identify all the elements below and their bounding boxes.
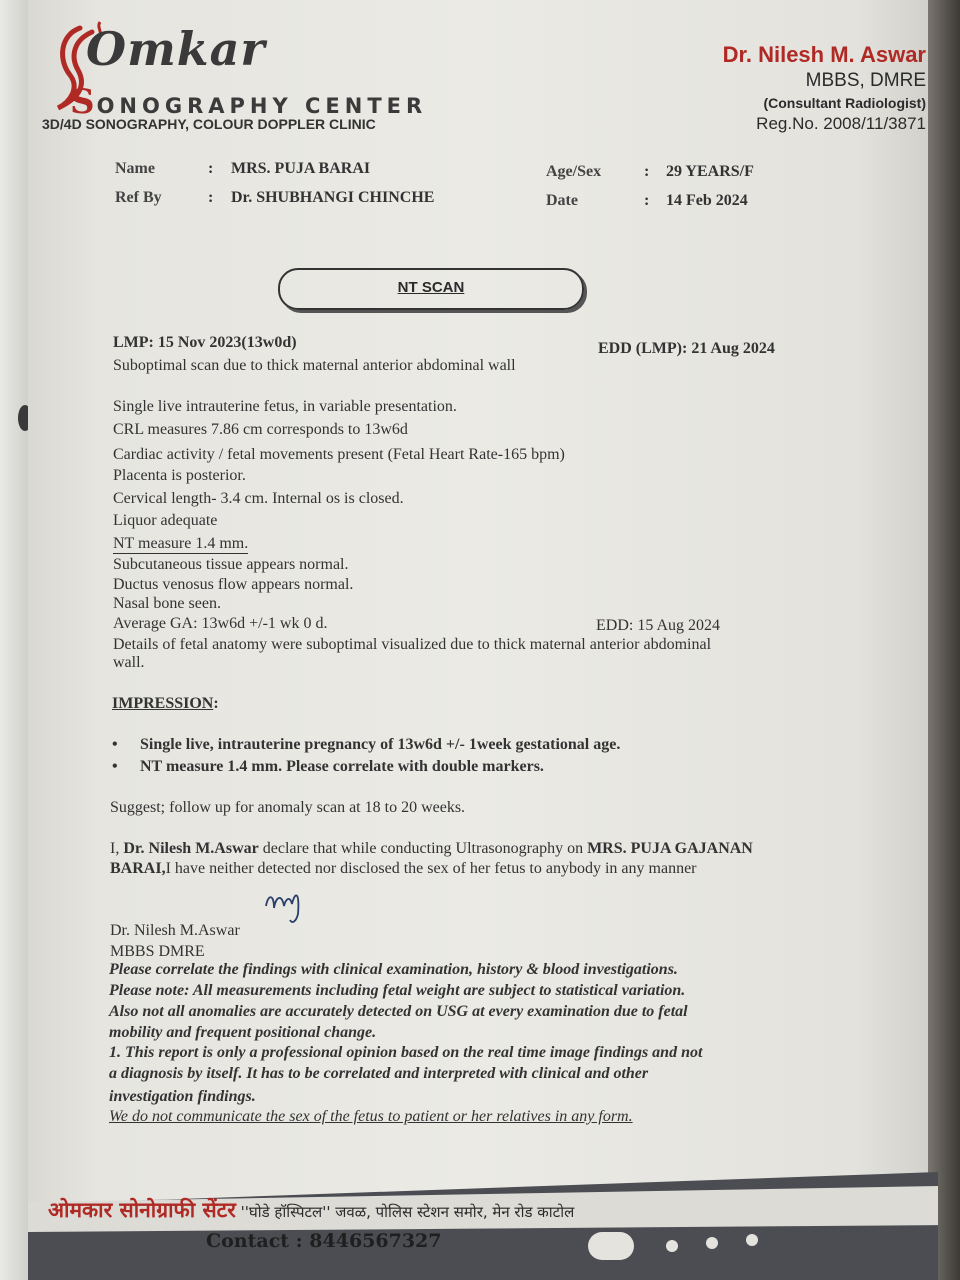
impression-label: IMPRESSION [112,695,214,712]
doctor-block [723,42,926,134]
doctor-role: (Consultant Radiologist) [763,95,926,111]
logo-subtitle-rest: ONOGRAPHY CENTER [96,94,428,118]
suggestion: Suggest; follow up for anomaly scan at 18 to 20 weeks. [110,799,466,816]
finding-item: Nasal bone seen. [113,595,221,612]
note-line: Please correlate the findings with clinical examination, history & blood investigations. [109,961,678,978]
finding-item: CRL measures 7.86 cm corresponds to 13w6d [113,421,408,438]
declaration-doctor: Dr. Nilesh M.Aswar [123,840,259,857]
footer-decoration [588,1232,634,1260]
impression-heading [112,695,219,713]
age-sex-value: 29 YEARS/F [666,163,754,180]
edd-lmp-line: EDD (LMP): 21 Aug 2024 [598,340,775,357]
footer-brand: ओमकार सोनोग्राफी सेंटर [48,1198,236,1222]
background-edge [928,0,960,1280]
declaration-patient: MRS. PUJA GAJANAN [587,840,753,857]
patient-name: MRS. PUJA BARAI [231,160,371,177]
age-colon: : [644,163,650,180]
declaration-text: declare that while conducting Ultrasonography on [258,840,588,857]
referring-doctor: Dr. SHUBHANGI CHINCHE [231,189,435,206]
impression-item: • NT measure 1.4 mm. Please correlate with double markers. [140,758,544,776]
declaration-patient: BARAI, [110,860,166,877]
final-note: We do not communicate the sex of the fetus to patient or her relatives in any form. [109,1108,633,1125]
footer-decoration [666,1240,678,1252]
declaration-text: I, [110,840,124,857]
logo-name: Omkar [86,22,266,76]
name-colon: : [208,160,214,177]
footer-decoration [746,1234,758,1246]
note-line: a diagnosis by itself. It has to be correlated and interpreted with clinical and other [109,1065,649,1082]
edd-line: EDD: 15 Aug 2024 [596,617,720,634]
impression-colon: : [213,695,219,712]
page-edge [0,0,28,1280]
date-colon: : [644,192,650,209]
note-line: Also not all anomalies are accurately detected on USG at every examination due to fetal [109,1003,688,1020]
footer-decoration [706,1237,718,1249]
doctor-name: Dr. Nilesh M. Aswar [722,42,926,67]
note-line: mobility and frequent positional change. [109,1024,377,1041]
note-line: investigation findings. [109,1088,256,1105]
finding-item: Cardiac activity / fetal movements present (Fetal Heart Rate-165 bpm) [113,446,565,463]
footer-address-text: ''घोडे हॉस्पिटल'' जवळ, पोलिस स्टेशन समोर, मेन रोड काटोल [235,1203,575,1221]
signature-name: Dr. Nilesh M.Aswar [110,922,240,939]
finding-item: Cervical length- 3.4 cm. Internal os is closed. [113,490,404,507]
finding-item-nt: NT measure 1.4 mm. [113,535,249,552]
finding-item: Subcutaneous tissue appears normal. [113,556,349,573]
declaration-text: I have neither detected nor disclosed the sex of her fetus to anybody in any manner [165,860,697,877]
note-line: Please note: All measurements including fetal weight are subject to statistical variation. [109,982,686,999]
finding-item: Liquor adequate [113,512,218,529]
finding-item: Ductus venosus flow appears normal. [113,576,354,593]
declaration-line1 [110,840,753,858]
finding-item: Single live intrauterine fetus, in variable presentation. [113,398,457,415]
details-line: wall. [113,654,145,671]
finding-item: Average GA: 13w6d +/-1 wk 0 d. [113,615,328,632]
finding-item: Placenta is posterior. [113,467,246,484]
doctor-registration: Reg.No. 2008/11/3871 [756,114,926,133]
note-line: 1. This report is only a professional opinion based on the real time image findings and not [109,1044,703,1061]
date-label: Date [546,192,578,209]
lmp-line: LMP: 15 Nov 2023(13w0d) [113,334,297,351]
age-label: Age/Sex [546,163,602,180]
logo-subtitle-initial: S [70,82,97,122]
suboptimal-note: Suboptimal scan due to thick maternal anterior abdominal wall [113,357,516,374]
signature-degree: MBBS DMRE [110,943,205,960]
name-label: Name [115,160,155,177]
signature-mark [262,884,312,929]
doctor-degree: MBBS, DMRE [805,70,926,91]
details-line: Details of fetal anatomy were suboptimal visualized due to thick maternal anterior abdominal [113,636,712,653]
report-title: NT SCAN [397,279,465,296]
ref-label: Ref By [115,189,162,206]
footer-address [48,1196,574,1224]
declaration-line2 [110,860,697,878]
ref-colon: : [208,189,214,206]
logo-tagline: 3D/4D SONOGRAPHY, COLOUR DOPPLER CLINIC [42,116,376,132]
footer-contact: Contact : 8446567327 [206,1230,442,1252]
report-date: 14 Feb 2024 [666,192,748,209]
impression-item: • Single live, intrauterine pregnancy of 13w6d +/- 1week gestational age. [140,736,620,754]
report-title-box [278,268,584,310]
